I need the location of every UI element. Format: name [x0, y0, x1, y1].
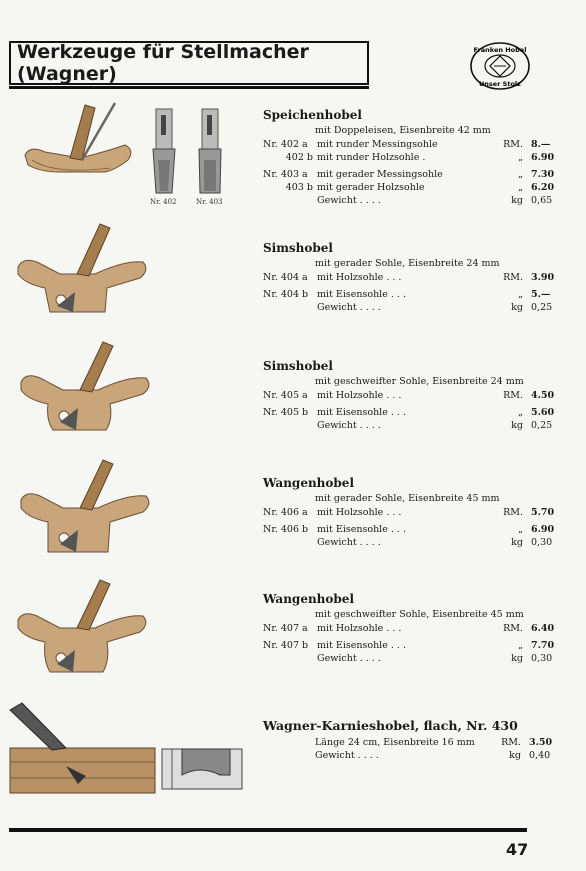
item-description: mit Eisensohle . . . [317, 289, 406, 300]
price-row [263, 523, 563, 536]
section-description: mit gerader Sohle, Eisenbreite 45 mm [315, 493, 500, 504]
item-price: 3.90 [531, 272, 555, 283]
item-unit: RM. [503, 507, 523, 518]
item-unit: „ [518, 169, 523, 180]
figure-label-403: Nr. 403 [196, 198, 223, 206]
item-description: Gewicht . . . . [315, 750, 379, 761]
price-row [263, 506, 563, 519]
item-unit: RM. [501, 737, 521, 748]
item-price: 6.40 [531, 623, 555, 634]
item-unit: „ [518, 182, 523, 193]
item-unit: RM. [503, 139, 523, 150]
section-simshobel-405 [263, 359, 563, 432]
section-heading: Simshobel [263, 359, 333, 373]
blade-402-illustration [150, 105, 180, 197]
item-unit: kg [511, 537, 523, 548]
item-weight: 0,40 [529, 750, 551, 761]
item-weight: 0,30 [531, 653, 553, 664]
section-description: mit gerader Sohle, Eisenbreite 24 mm [315, 258, 500, 269]
item-number: Nr. 402 a [263, 139, 308, 150]
weight-row [263, 749, 563, 762]
simshobel-405-illustration [18, 340, 153, 435]
weight-row [263, 194, 563, 207]
section-karnieshobel-430 [263, 718, 563, 762]
item-price: 6.90 [531, 152, 555, 163]
item-unit: kg [511, 195, 523, 206]
page-title [9, 41, 369, 85]
price-row [263, 168, 563, 181]
item-unit: RM. [503, 272, 523, 283]
price-row [263, 622, 563, 635]
item-price: 4.50 [531, 390, 555, 401]
price-row [263, 181, 563, 194]
karnieshobel-illustration [8, 700, 158, 798]
weight-row [263, 419, 563, 432]
weight-row [263, 301, 563, 314]
item-weight: 0,25 [531, 302, 553, 313]
item-unit: „ [518, 289, 523, 300]
weight-row [263, 652, 563, 665]
item-description: mit gerader Messingsohle [317, 169, 443, 180]
section-wangenhobel-406 [263, 476, 563, 549]
item-number: Nr. 406 a [263, 507, 308, 518]
item-price: 8.— [531, 139, 551, 150]
page-number: 47 [506, 840, 529, 859]
section-simshobel-404 [263, 241, 563, 314]
item-price: 5.70 [531, 507, 555, 518]
item-description: mit Holzsohle . . . [317, 623, 402, 634]
price-row [263, 288, 563, 301]
price-row [263, 138, 563, 151]
speichenhobel-illustration [20, 100, 140, 205]
blade-403-illustration [196, 105, 226, 197]
wangenhobel-407-illustration [15, 578, 150, 678]
svg-text:Unser Stolz: Unser Stolz [479, 80, 521, 88]
wangenhobel-406-illustration [18, 458, 153, 558]
item-number: Nr. 404 a [263, 272, 308, 283]
weight-row [263, 536, 563, 549]
item-description: mit Holzsohle . . . [317, 390, 402, 401]
item-description: Gewicht . . . . [317, 302, 381, 313]
item-unit: kg [509, 750, 521, 761]
item-description: Gewicht . . . . [317, 420, 381, 431]
item-description: Gewicht . . . . [317, 195, 381, 206]
item-description: mit Eisensohle . . . [317, 407, 406, 418]
item-description: mit gerader Holzsohle [317, 182, 425, 193]
price-row [263, 389, 563, 402]
price-row [263, 151, 563, 164]
section-heading: Speichenhobel [263, 108, 362, 122]
item-number: Nr. 406 b [263, 524, 309, 535]
item-price: 6.90 [531, 524, 555, 535]
karnieshobel-profile-illustration [160, 745, 246, 793]
section-description: mit geschweifter Sohle, Eisenbreite 24 mm [315, 376, 524, 387]
item-description: mit Eisensohle . . . [317, 640, 406, 651]
item-number: 403 b [285, 182, 313, 193]
price-row [263, 406, 563, 419]
item-unit: „ [518, 152, 523, 163]
item-unit: RM. [503, 623, 523, 634]
item-unit: kg [511, 302, 523, 313]
item-price: 6.20 [531, 182, 555, 193]
price-row [263, 736, 563, 749]
franken-hobel-logo-icon [470, 42, 530, 90]
item-unit: RM. [503, 390, 523, 401]
item-number: Nr. 405 b [263, 407, 309, 418]
simshobel-404-illustration [15, 222, 150, 317]
item-weight: 0,30 [531, 537, 553, 548]
section-heading: Simshobel [263, 241, 333, 255]
item-weight: 0,25 [531, 420, 553, 431]
item-number: Nr. 405 a [263, 390, 308, 401]
item-number: Nr. 407 a [263, 623, 308, 634]
section-wangenhobel-407 [263, 592, 563, 665]
item-description: mit Eisensohle . . . [317, 524, 406, 535]
item-description: mit runder Messingsohle [317, 139, 438, 150]
item-number: Nr. 403 a [263, 169, 308, 180]
svg-text:Franken Hobel: Franken Hobel [473, 46, 527, 54]
item-description: Länge 24 cm, Eisenbreite 16 mm [315, 737, 475, 748]
item-unit: „ [518, 407, 523, 418]
section-heading: Wagner-Karnieshobel, flach, Nr. 430 [263, 718, 518, 733]
title-underline [9, 86, 369, 89]
section-speichenhobel [263, 108, 563, 207]
section-description: mit Doppeleisen, Eisenbreite 42 mm [315, 125, 491, 136]
item-number: Nr. 407 b [263, 640, 309, 651]
footer-rule [9, 828, 527, 832]
section-heading: Wangenhobel [263, 476, 354, 490]
item-price: 5.60 [531, 407, 555, 418]
item-weight: 0,65 [531, 195, 553, 206]
item-description: mit runder Holzsohle . [317, 152, 426, 163]
price-row [263, 271, 563, 284]
section-description: mit geschweifter Sohle, Eisenbreite 45 mm [315, 609, 524, 620]
item-number: Nr. 404 b [263, 289, 309, 300]
item-unit: kg [511, 420, 523, 431]
item-description: Gewicht . . . . [317, 653, 381, 664]
item-number: 402 b [285, 152, 313, 163]
item-unit: kg [511, 653, 523, 664]
item-price: 5.— [531, 289, 551, 300]
item-price: 3.50 [529, 737, 553, 748]
item-price: 7.30 [531, 169, 555, 180]
figure-label-402: Nr. 402 [150, 198, 177, 206]
item-description: mit Holzsohle . . . [317, 272, 402, 283]
item-unit: „ [518, 640, 523, 651]
price-row [263, 639, 563, 652]
page-title-text: Werkzeuge für Stellmacher (Wagner) [17, 41, 309, 85]
item-unit: „ [518, 524, 523, 535]
item-description: Gewicht . . . . [317, 537, 381, 548]
item-description: mit Holzsohle . . . [317, 507, 402, 518]
section-heading: Wangenhobel [263, 592, 354, 606]
item-price: 7.70 [531, 640, 555, 651]
